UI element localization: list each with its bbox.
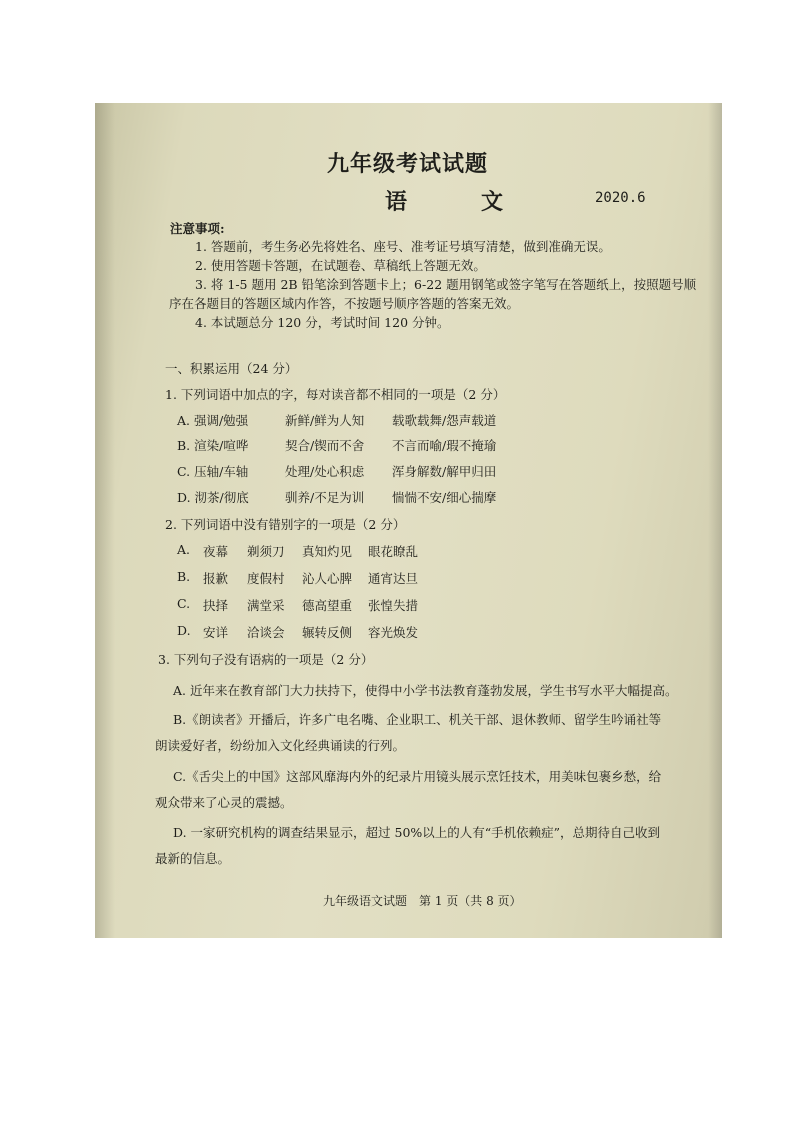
q3-option-b-cont: 朗读爱好者，纷纷加入文化经典诵读的行列。 bbox=[155, 738, 406, 753]
notice-item: 1. 答题前，考生务必先将姓名、座号、准考证号填写清楚，做到准确无误。 bbox=[195, 239, 611, 254]
q1-option-a-2: 新鲜/鲜为人知 bbox=[285, 413, 365, 428]
notice-item: 序在各题目的答题区域内作答，不按题号顺序答题的答案无效。 bbox=[169, 296, 520, 311]
exam-paper-photo bbox=[95, 103, 722, 938]
section-heading: 一、积累运用（24 分） bbox=[165, 361, 298, 376]
q1-option-c-1: C. 压轴/车轴 bbox=[177, 464, 249, 479]
q2-option-a-word: 剃须刀 bbox=[247, 544, 285, 559]
notice-heading: 注意事项: bbox=[170, 221, 225, 236]
q2-option-a-word: 真知灼见 bbox=[302, 544, 353, 559]
q2-option-d-label: D. bbox=[177, 623, 191, 638]
exam-title: 九年级考试试题 bbox=[327, 151, 489, 177]
q2-option-c-word: 德高望重 bbox=[302, 598, 353, 613]
notice-item: 4. 本试题总分 120 分，考试时间 120 分钟。 bbox=[195, 315, 450, 330]
q1-option-a-3: 载歌载舞/怨声载道 bbox=[392, 413, 497, 428]
q1-option-d-1: D. 沏茶/彻底 bbox=[177, 490, 249, 505]
q2-option-c-word: 满堂采 bbox=[247, 598, 285, 613]
q3-option-b: B.《朗读者》开播后，许多广电名嘴、企业职工、机关干部、退休教师、留学生吟诵社等 bbox=[173, 712, 662, 727]
q1-option-b-3: 不言而喻/瑕不掩瑜 bbox=[392, 438, 497, 453]
page-footer: 九年级语文试题 第 1 页（共 8 页） bbox=[323, 894, 522, 908]
q2-option-d-word: 容光焕发 bbox=[368, 625, 419, 640]
q2-option-b-word: 沁人心脾 bbox=[302, 571, 353, 586]
q1-option-b-1: B. 渲染/喧哗 bbox=[177, 438, 249, 453]
q2-option-c-label: C. bbox=[177, 596, 191, 611]
q1-option-d-2: 驯养/不足为训 bbox=[285, 490, 365, 505]
q3-option-d: D. 一家研究机构的调查结果显示，超过 50%以上的人有“手机依赖症”，总期待自己收到 bbox=[173, 825, 661, 840]
q3-option-d-cont: 最新的信息。 bbox=[155, 851, 231, 866]
q3-option-c: C.《舌尖上的中国》这部风靡海内外的纪录片用镜头展示烹饪技术，用美味包裹乡愁，给 bbox=[173, 769, 662, 784]
q2-option-b-word: 报歉 bbox=[203, 571, 229, 586]
q3-option-c-cont: 观众带来了心灵的震撼。 bbox=[155, 795, 293, 810]
q2-option-a-label: A. bbox=[177, 542, 191, 557]
q1-option-b-2: 契合/锲而不舍 bbox=[285, 438, 365, 453]
q2-option-a-word: 眼花瞭乱 bbox=[368, 544, 419, 559]
q2-option-d-word: 洽谈会 bbox=[247, 625, 285, 640]
q2-option-c-word: 抉择 bbox=[203, 598, 229, 613]
q1-option-c-2: 处理/处心积虑 bbox=[285, 464, 365, 479]
q2-option-b-word: 通宵达旦 bbox=[368, 571, 419, 586]
q2-option-b-label: B. bbox=[177, 569, 191, 584]
question-1-stem: 1. 下列词语中加点的字，每对读音都不相同的一项是（2 分） bbox=[165, 387, 506, 402]
q2-option-d-word: 辗转反侧 bbox=[302, 625, 353, 640]
q3-option-a: A. 近年来在教育部门大力扶持下，使得中小学书法教育蓬勃发展，学生书写水平大幅提高。 bbox=[173, 683, 678, 698]
q2-option-a-word: 夜幕 bbox=[203, 544, 229, 559]
subject-title: 语 文 bbox=[385, 189, 530, 215]
q1-option-c-3: 浑身解数/解甲归田 bbox=[392, 464, 497, 479]
notice-item: 3. 将 1-5 题用 2B 铅笔涂到答题卡上；6-22 题用钢笔或签字笔写在答题纸上，按照题号顺 bbox=[195, 277, 697, 292]
q1-option-a-1: A. 强调/勉强 bbox=[177, 413, 249, 428]
notice-item: 2. 使用答题卡答题，在试题卷、草稿纸上答题无效。 bbox=[195, 258, 486, 273]
exam-date: 2020.6 bbox=[595, 190, 646, 206]
q2-option-d-word: 安详 bbox=[203, 625, 229, 640]
question-2-stem: 2. 下列词语中没有错别字的一项是（2 分） bbox=[165, 517, 406, 532]
question-3-stem: 3. 下列句子没有语病的一项是（2 分） bbox=[158, 652, 374, 667]
q2-option-c-word: 张惶失措 bbox=[368, 598, 419, 613]
q1-option-d-3: 惴惴不安/细心揣摩 bbox=[392, 490, 497, 505]
q2-option-b-word: 度假村 bbox=[247, 571, 285, 586]
